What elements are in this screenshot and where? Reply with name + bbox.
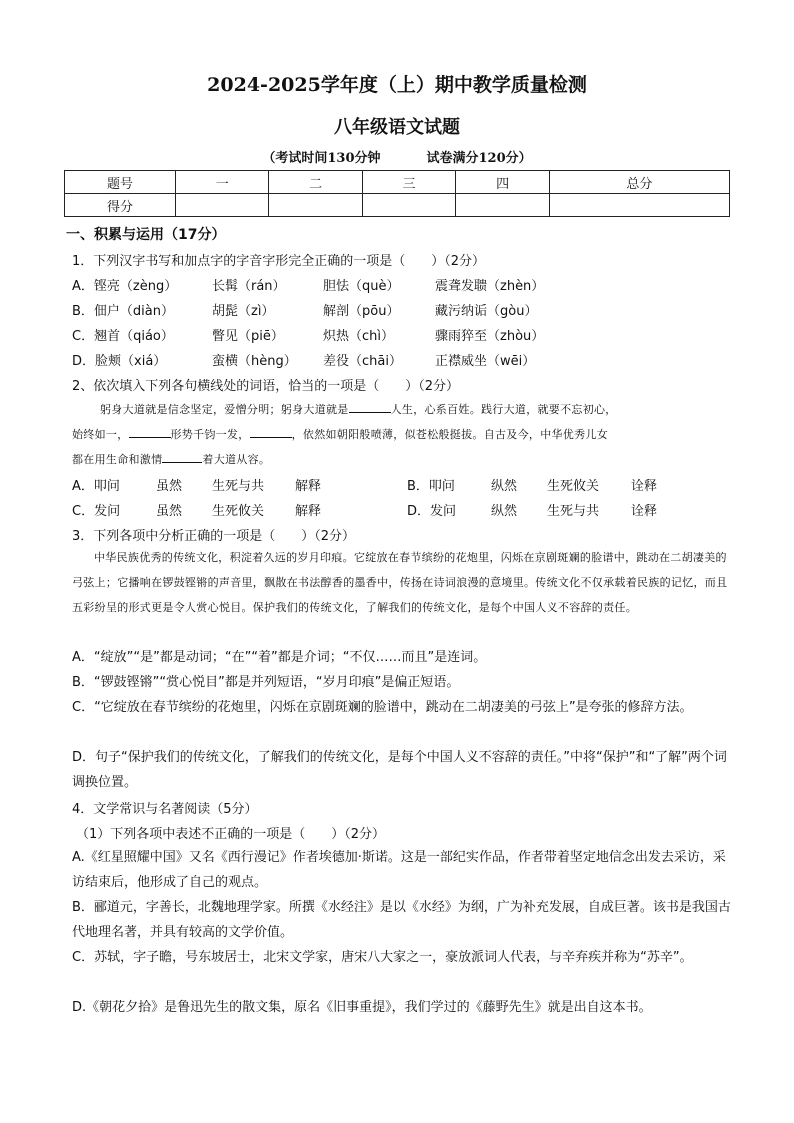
- q4-option-b: B．郦道元，字善长，北魏地理学家。所撰《水经注》是以《水经》为纲，广为补充发展，自成巨著。该书是我国古代地理名著，并具有较高的文学价值。: [72, 900, 731, 940]
- q3-option-c: C．“它绽放在春节缤纷的花炮里，闪烁在京剧斑斓的脸谱中，跳动在二胡凄美的弓弦上”是夸张的修辞方法。: [72, 700, 693, 715]
- q1-option: 解剖（pōu）: [323, 304, 400, 319]
- section-heading: 一、积累与运用（17分）: [66, 227, 226, 243]
- score-table-header-row: [65, 171, 730, 194]
- q1-option: 震聋发聩（zhèn）: [435, 279, 545, 294]
- q1-option: 胡髭（zì）: [212, 304, 275, 319]
- score-cell: 题号: [65, 171, 176, 194]
- q2-option: 生死与共: [212, 479, 265, 494]
- q2-option: B．叩问: [407, 479, 455, 494]
- q2-text: 人生，心系百姓。践行大道，就要不忘初心，: [390, 403, 617, 416]
- q4-option-a: A.《红星照耀中国》又名《西行漫记》作者埃德加·斯诺。这是一部纪实作品，作者带着坚定地信念出发去采访，采访结束后，他形成了自己的观点。: [72, 850, 726, 890]
- q1-option: B．佃户（diàn）: [72, 304, 174, 319]
- score-input-cell: [456, 194, 549, 217]
- q3-option-d: D．句子“保护我们的传统文化，了解我们的传统文化，是每个中国人义不容辞的责任。”中将“保护”和“了解”两个词调换位置。: [72, 750, 727, 790]
- q1-stem: 1．下列汉字书写和加点字的字音字形完全正确的一项是（ ）（2分）: [72, 254, 486, 269]
- exam-title: 2024-2025学年度（上）期中教学质量检测: [207, 74, 587, 96]
- score-cell: 四: [456, 171, 549, 194]
- q3-passage: 中华民族优秀的传统文化，积淀着久远的岁月印痕。它绽放在春节缤纷的花炮里，闪烁在京剧斑斓的脸谱中，跳动在二胡凄美的弓弦上；它播响在锣鼓铿锵的声音里，飘散在书法醇香的墨香中，传扬在诗词浪漫的意境里。传统文化不仅承载着民族的记忆，而且五彩纷呈的形式更是令人赏心悦目。保护我们的传统文化，了解我们的传统文化，是每个中国人义不容辞的责任。: [72, 551, 728, 614]
- q2-text: 始终如一，: [72, 428, 129, 441]
- q1-option: 骤雨猝至（zhòu）: [435, 329, 545, 344]
- q2-option: 诠释: [631, 479, 658, 494]
- q2-option: 虽然: [156, 504, 183, 519]
- q2-option: 纵然: [491, 504, 518, 519]
- q2-option: D．发问: [407, 504, 457, 519]
- q2-option: 生死攸关: [547, 479, 600, 494]
- q2-passage-line: [72, 447, 732, 472]
- q2-text: 躬身大道就是信念坚定，爱憎分明；躬身大道就是: [100, 403, 349, 416]
- score-table-score-row: [65, 194, 730, 217]
- q2-option: 解释: [295, 504, 322, 519]
- q2-stem: 2、依次填入下列各句横线处的词语，恰当的一项是（ ）（2分）: [72, 379, 460, 394]
- q4-option-d: D.《朝花夕拾》是鲁迅先生的散文集，原名《旧事重提》，我们学过的《藤野先生》就是出自这本书。: [72, 1000, 652, 1015]
- q4-sub1-stem: （1）下列各项中表述不正确的一项是（ ）（2分）: [76, 827, 386, 842]
- q1-option: 长髯（rán）: [212, 279, 286, 294]
- q1-option: 正襟威坐（wēi）: [435, 354, 536, 369]
- q2-text: 都在用生命和激情: [72, 453, 163, 466]
- q2-option: 诠释: [631, 504, 658, 519]
- q2-passage-line: [72, 422, 732, 447]
- q2-option: 解释: [295, 479, 322, 494]
- q3-option-b: B．“锣鼓铿锵”“赏心悦目”都是并列短语，“岁月印痕”是偏正短语。: [72, 675, 460, 690]
- score-input-cell: [362, 194, 455, 217]
- exam-time: （考试时间130分钟: [262, 151, 381, 166]
- score-table: [64, 170, 730, 217]
- q1-option: A．铿亮（zèng）: [72, 279, 178, 294]
- score-cell: 三: [362, 171, 455, 194]
- q1-option: C．翘首（qiáo）: [72, 329, 174, 344]
- score-input-cell: [176, 194, 269, 217]
- q2-text: ，依然如朝阳般喷薄，似苍松般挺拔。自古及今，中华优秀儿女: [291, 428, 609, 441]
- q2-text: 着大道从容。: [202, 453, 271, 466]
- score-input-cell: [549, 194, 729, 217]
- q2-option: A．叩问: [72, 479, 120, 494]
- q2-blank: [250, 425, 292, 438]
- q2-blank: [129, 425, 171, 438]
- score-cell: 总分: [549, 171, 729, 194]
- q1-option: 差役（chāi）: [323, 354, 402, 369]
- score-cell: 二: [269, 171, 362, 194]
- score-cell: 一: [176, 171, 269, 194]
- q2-option: 生死与共: [547, 504, 600, 519]
- q1-option: 蛮横（hèng）: [212, 354, 297, 369]
- q2-blank: [162, 450, 202, 463]
- q2-option: 生死攸关: [212, 504, 265, 519]
- q2-text: 形势千钧一发，: [170, 428, 250, 441]
- q1-option: 藏污纳诟（gòu）: [435, 304, 538, 319]
- q1-option: 炽热（chì）: [323, 329, 394, 344]
- exam-full-score: 试卷满分120分）: [426, 151, 532, 166]
- exam-subtitle: 八年级语文试题: [334, 117, 460, 138]
- q4-stem: 4．文学常识与名著阅读（5分）: [72, 802, 258, 817]
- q1-option: 胆怯（què）: [323, 279, 400, 294]
- q1-option: 瞥见（piē）: [212, 329, 284, 344]
- q1-option: D．脸颊（xiá）: [72, 354, 167, 369]
- q2-option: 纵然: [491, 479, 518, 494]
- score-cell: 得分: [65, 194, 176, 217]
- exam-info: [0, 147, 794, 166]
- q2-option: C．发问: [72, 504, 121, 519]
- q4-option-c: C．苏轼，字子瞻，号东坡居士，北宋文学家，唐宋八大家之一，豪放派词人代表，与辛弃疾并称为“苏辛”。: [72, 950, 693, 965]
- q3-option-a: A．“绽放”“是”都是动词；“在”“着”都是介词；“不仅……而且”是连词。: [72, 650, 487, 665]
- q2-blank: [349, 400, 391, 413]
- q2-option: 虽然: [156, 479, 183, 494]
- q2-passage-line: [72, 397, 732, 422]
- q3-stem: 3．下列各项中分析正确的一项是（ ）（2分）: [72, 529, 356, 544]
- score-input-cell: [269, 194, 362, 217]
